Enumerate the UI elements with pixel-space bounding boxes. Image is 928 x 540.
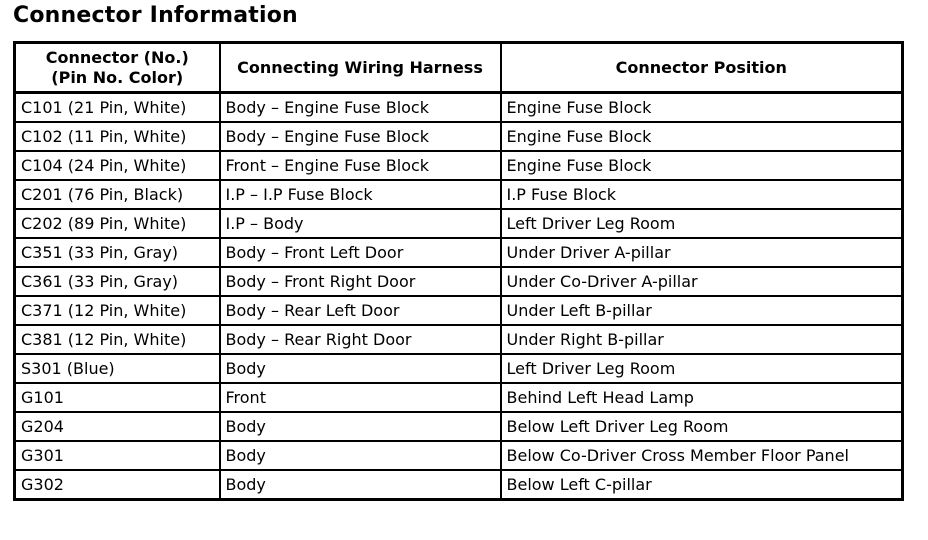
table-row bbox=[15, 325, 903, 354]
cell-connector: C101 (21 Pin, White) bbox=[15, 93, 220, 123]
header-connector bbox=[15, 43, 220, 93]
table-row bbox=[15, 151, 903, 180]
cell-wiring-harness: Front bbox=[220, 383, 501, 412]
cell-connector-position: Below Left Driver Leg Room bbox=[501, 412, 903, 441]
cell-connector: C202 (89 Pin, White) bbox=[15, 209, 220, 238]
table-row bbox=[15, 267, 903, 296]
cell-connector-position: Under Driver A-pillar bbox=[501, 238, 903, 267]
cell-connector: C102 (11 Pin, White) bbox=[15, 122, 220, 151]
table-row bbox=[15, 180, 903, 209]
header-wiring-harness: Connecting Wiring Harness bbox=[220, 43, 501, 93]
header-connector-line-2: (Pin No. Color) bbox=[51, 67, 184, 87]
table-row bbox=[15, 441, 903, 470]
table-row bbox=[15, 93, 903, 123]
connector-table bbox=[13, 41, 904, 501]
cell-wiring-harness: Body bbox=[220, 441, 501, 470]
cell-wiring-harness: I.P – Body bbox=[220, 209, 501, 238]
cell-connector-position: Under Left B-pillar bbox=[501, 296, 903, 325]
cell-connector: G101 bbox=[15, 383, 220, 412]
table-row bbox=[15, 296, 903, 325]
cell-connector-position: Under Right B-pillar bbox=[501, 325, 903, 354]
cell-connector: C371 (12 Pin, White) bbox=[15, 296, 220, 325]
table-row bbox=[15, 383, 903, 412]
cell-wiring-harness: Body – Rear Left Door bbox=[220, 296, 501, 325]
cell-connector-position: Below Left C-pillar bbox=[501, 470, 903, 500]
cell-wiring-harness: Body bbox=[220, 354, 501, 383]
table-row bbox=[15, 209, 903, 238]
cell-connector: G301 bbox=[15, 441, 220, 470]
table-row bbox=[15, 122, 903, 151]
cell-wiring-harness: Body – Engine Fuse Block bbox=[220, 93, 501, 123]
cell-connector-position: Under Co-Driver A-pillar bbox=[501, 267, 903, 296]
cell-connector: G302 bbox=[15, 470, 220, 500]
cell-connector: G204 bbox=[15, 412, 220, 441]
cell-connector-position: Left Driver Leg Room bbox=[501, 354, 903, 383]
table-row bbox=[15, 412, 903, 441]
cell-wiring-harness: Body – Front Left Door bbox=[220, 238, 501, 267]
cell-connector-position: Engine Fuse Block bbox=[501, 122, 903, 151]
table-row bbox=[15, 470, 903, 500]
cell-connector: C104 (24 Pin, White) bbox=[15, 151, 220, 180]
table-row bbox=[15, 238, 903, 267]
table-row bbox=[15, 354, 903, 383]
cell-wiring-harness: Body – Front Right Door bbox=[220, 267, 501, 296]
cell-connector: C361 (33 Pin, Gray) bbox=[15, 267, 220, 296]
cell-connector-position: I.P Fuse Block bbox=[501, 180, 903, 209]
table-header-row bbox=[15, 43, 903, 93]
cell-connector: C201 (76 Pin, Black) bbox=[15, 180, 220, 209]
cell-wiring-harness: Body – Engine Fuse Block bbox=[220, 122, 501, 151]
cell-connector-position: Left Driver Leg Room bbox=[501, 209, 903, 238]
cell-wiring-harness: Body bbox=[220, 412, 501, 441]
cell-connector: C381 (12 Pin, White) bbox=[15, 325, 220, 354]
table-body bbox=[15, 93, 903, 500]
page-title: Connector Information bbox=[13, 3, 298, 28]
cell-wiring-harness: I.P – I.P Fuse Block bbox=[220, 180, 501, 209]
cell-wiring-harness: Body – Rear Right Door bbox=[220, 325, 501, 354]
cell-connector: C351 (33 Pin, Gray) bbox=[15, 238, 220, 267]
cell-connector-position: Engine Fuse Block bbox=[501, 151, 903, 180]
cell-connector-position: Behind Left Head Lamp bbox=[501, 383, 903, 412]
cell-wiring-harness: Front – Engine Fuse Block bbox=[220, 151, 501, 180]
cell-connector-position: Below Co-Driver Cross Member Floor Panel bbox=[501, 441, 903, 470]
header-connector-line-1: Connector (No.) bbox=[45, 47, 189, 67]
cell-connector-position: Engine Fuse Block bbox=[501, 93, 903, 123]
header-connector-position: Connector Position bbox=[501, 43, 903, 93]
cell-connector: S301 (Blue) bbox=[15, 354, 220, 383]
cell-wiring-harness: Body bbox=[220, 470, 501, 500]
